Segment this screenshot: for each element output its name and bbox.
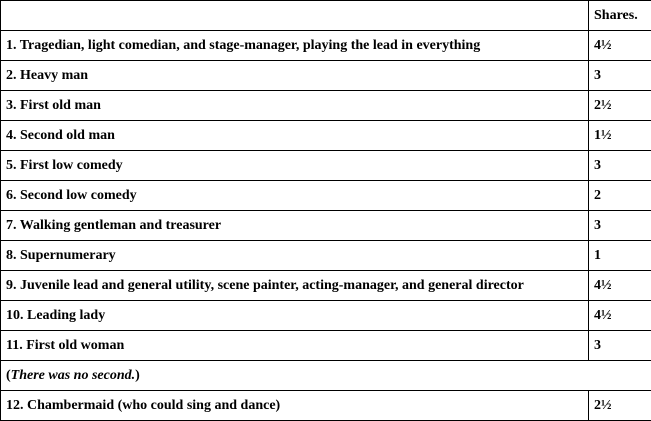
table-row xyxy=(1,91,651,121)
note-cell xyxy=(1,361,651,391)
shares-cell: 3 xyxy=(589,151,651,181)
note-open-paren: ( xyxy=(6,367,11,383)
table-row xyxy=(1,391,651,421)
shares-cell: 2 xyxy=(589,181,651,211)
note-italic-text: There was no second. xyxy=(10,367,136,383)
note-close-paren: ) xyxy=(135,367,140,383)
shares-cell: 2½ xyxy=(589,91,651,121)
role-cell: 4. Second old man xyxy=(1,121,589,151)
table-row xyxy=(1,331,651,361)
table-row xyxy=(1,61,651,91)
table-row xyxy=(1,301,651,331)
shares-cell: 3 xyxy=(589,331,651,361)
table-row xyxy=(1,271,651,301)
table-row xyxy=(1,31,651,61)
role-cell: 10. Leading lady xyxy=(1,301,589,331)
table-row xyxy=(1,241,651,271)
header-role-cell xyxy=(1,1,589,31)
shares-cell: 4½ xyxy=(589,301,651,331)
header-shares-cell: Shares. xyxy=(589,1,651,31)
role-cell: 5. First low comedy xyxy=(1,151,589,181)
table-row xyxy=(1,211,651,241)
shares-cell: 4½ xyxy=(589,31,651,61)
role-cell: 8. Supernumerary xyxy=(1,241,589,271)
table-row xyxy=(1,181,651,211)
role-cell: 9. Juvenile lead and general utility, scene painter, acting-manager, and general director xyxy=(1,271,589,301)
shares-cell: 1½ xyxy=(589,121,651,151)
note-row xyxy=(1,361,651,391)
shares-cell: 3 xyxy=(589,61,651,91)
shares-cell: 3 xyxy=(589,211,651,241)
table-row xyxy=(1,121,651,151)
table-row xyxy=(1,151,651,181)
shares-cell: 4½ xyxy=(589,271,651,301)
role-cell: 2. Heavy man xyxy=(1,61,589,91)
role-cell: 1. Tragedian, light comedian, and stage-manager, playing the lead in everything xyxy=(1,31,589,61)
shares-cell: 1 xyxy=(589,241,651,271)
role-cell: 3. First old man xyxy=(1,91,589,121)
role-cell: 7. Walking gentleman and treasurer xyxy=(1,211,589,241)
role-cell: 6. Second low comedy xyxy=(1,181,589,211)
role-cell: 12. Chambermaid (who could sing and dance) xyxy=(1,391,589,421)
table-header-row xyxy=(1,1,651,31)
role-cell: 11. First old woman xyxy=(1,331,589,361)
shares-cell: 2½ xyxy=(589,391,651,421)
